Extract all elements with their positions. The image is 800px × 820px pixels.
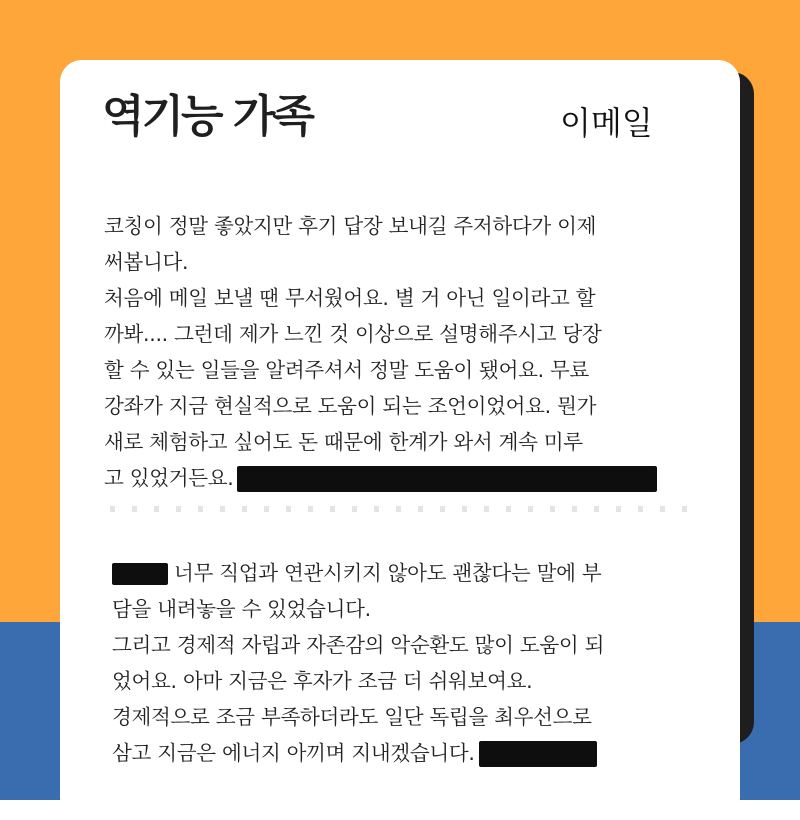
page-title: 역기능 가족 <box>102 91 312 142</box>
letter-paragraph-1 <box>104 208 657 496</box>
text-line-with-redaction <box>112 555 604 591</box>
text-segment: 삼고 지금은 에너지 아끼며 지내겠습니다. <box>112 741 475 765</box>
text-line: 처음에 메일 보낼 땐 무서웠어요. 별 거 아닌 일이라고 할 <box>104 286 596 310</box>
text-line: 까봐.... 그런데 제가 느낀 것 이상으로 설명해주시고 당장 <box>104 322 602 346</box>
text-line: 써봅니다. <box>104 250 189 274</box>
redaction-bar <box>237 466 657 492</box>
text-line: 담을 내려놓을 수 있었습니다. <box>112 597 371 621</box>
redaction-bar <box>479 741 597 767</box>
text-line: 었어요. 아마 지금은 후자가 조금 더 쉬워보여요. <box>112 669 533 693</box>
text-line: 경제적으로 조금 부족하더라도 일단 독립을 최우선으로 <box>112 705 592 729</box>
text-segment: 너무 직업과 연관시키지 않아도 괜찮다는 말에 부 <box>174 561 602 585</box>
page-subtitle: 이메일 <box>560 104 653 142</box>
text-line: 새로 체험하고 싶어도 돈 때문에 한계가 와서 계속 미루 <box>104 430 583 454</box>
letter-paragraph-2 <box>112 555 604 771</box>
cut-off-text-line <box>110 506 690 512</box>
text-line-with-redaction <box>112 735 604 771</box>
text-line-with-redaction <box>104 460 657 496</box>
redaction-bar <box>112 563 168 585</box>
text-line: 할 수 있는 일들을 알려주셔서 정말 도움이 됐어요. 무료 <box>104 358 590 382</box>
text-line: 코칭이 정말 좋았지만 후기 답장 보내길 주저하다가 이제 <box>104 214 597 238</box>
text-segment: 고 있었거든요. <box>104 466 234 490</box>
text-line: 그리고 경제적 자립과 자존감의 악순환도 많이 도움이 되 <box>112 633 605 657</box>
text-line: 강좌가 지금 현실적으로 도움이 되는 조언이었어요. 뭔가 <box>104 394 597 418</box>
